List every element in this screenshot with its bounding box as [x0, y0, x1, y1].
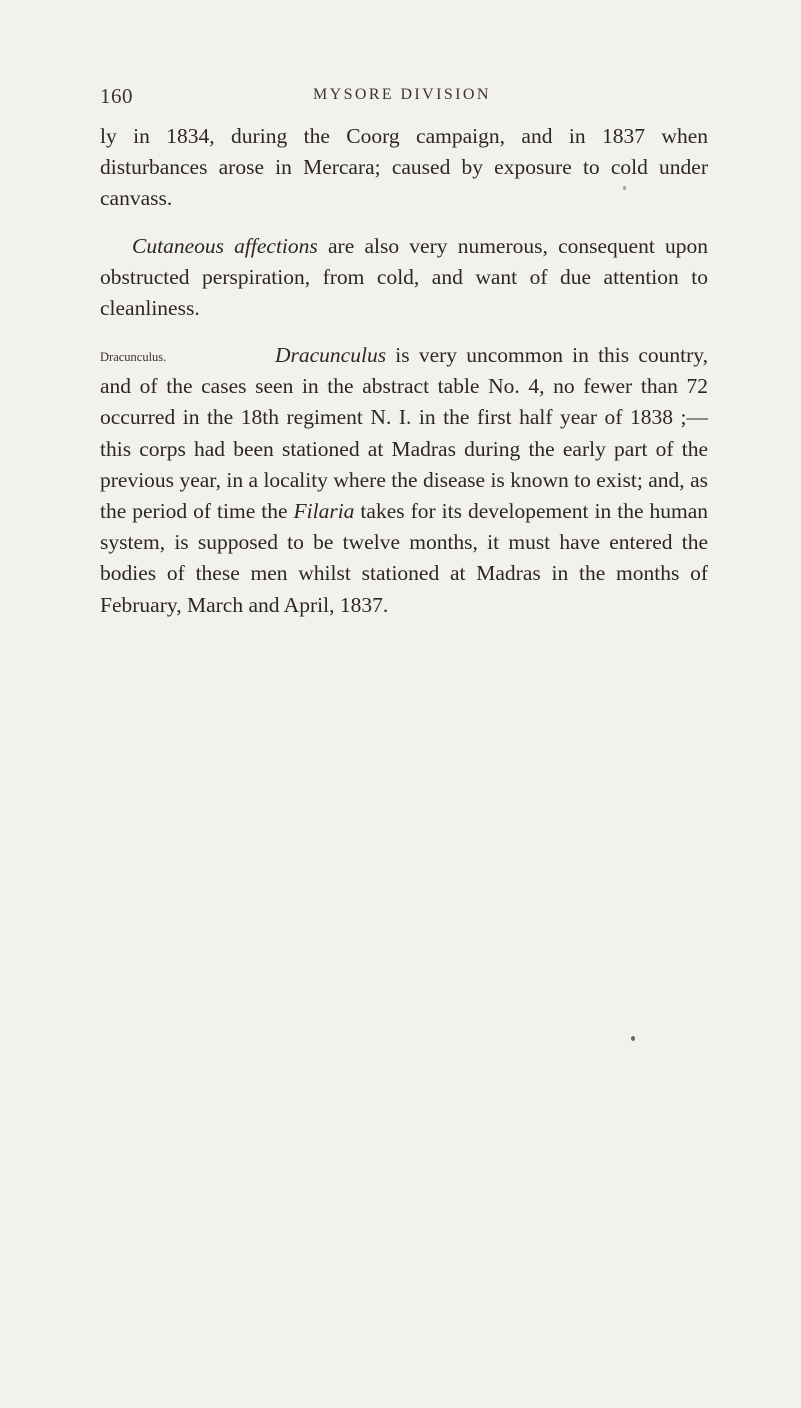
margin-note-dracunculus: Dracunculus. [100, 350, 167, 364]
running-title: MYSORE DIVISION [313, 86, 491, 103]
paragraph-cutaneous-affections [100, 231, 708, 325]
paragraph-text: ly in 1834, during the Coorg campaign, and in 1837 when disturbances arose in Mercara; caused by exposure to cold under canvass. [100, 124, 708, 211]
paragraph-text: takes for its developement in the human system, is supposed to be twelve months, it must have entered the bodies of these men whilst stationed at Madras in the months of February, March and April, 1837. [100, 499, 708, 617]
paragraph-text: are also very numerous, consequent upon obstructed perspiration, from cold, and want of due attention to cleanliness. [100, 234, 708, 321]
emphasis-filaria: Filaria [293, 499, 355, 524]
page-number: 160 [100, 84, 133, 108]
paragraph-dracunculus [100, 340, 708, 621]
emphasis-dracunculus: Dracunculus [275, 343, 387, 367]
emphasis-cutaneous-affections: Cutaneous affections [132, 234, 318, 258]
paragraph-continuation [100, 121, 708, 215]
paper-speck [623, 186, 626, 190]
running-head [100, 84, 700, 114]
paper-speck [631, 1036, 635, 1041]
paragraph-text: is very uncommon in this country, and of the cases seen in the abstract table No. 4, no fewer than 72 occurred in the 18th regiment N. I. in the first half year of 1838 ;—this corps had been stationed at Madras during the early part of the previous year, in a locality where the disease is known to exist; and, as the period of time the [100, 343, 708, 524]
